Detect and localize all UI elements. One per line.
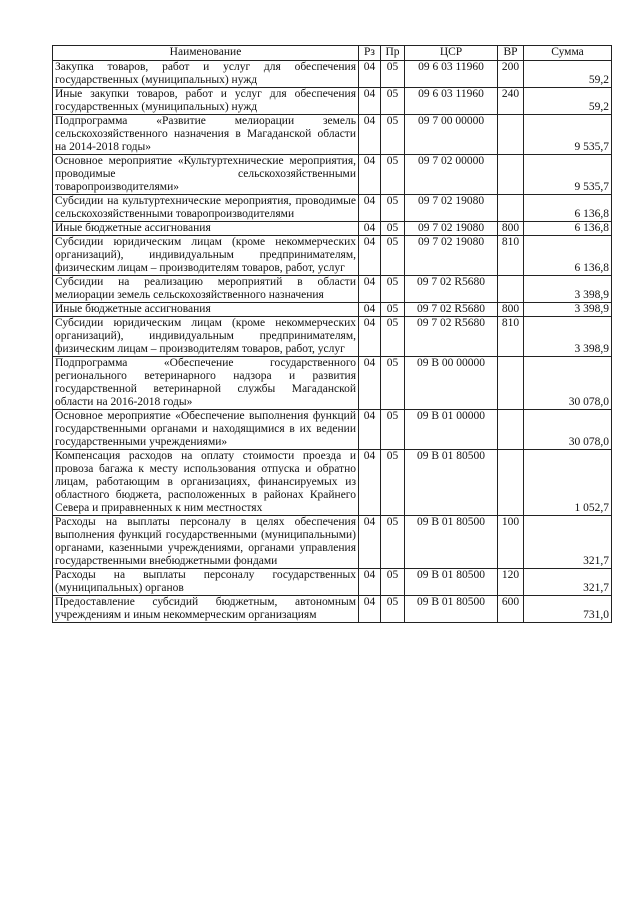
- header-name: Наименование: [53, 46, 359, 61]
- row-name: Иные бюджетные ассигнования: [53, 303, 359, 317]
- table-row: [53, 61, 612, 88]
- row-csr: 09 В 01 80500: [405, 569, 498, 596]
- row-name: Субсидии на реализацию мероприятий в области мелиорации земель сельскохозяйственного назначения: [53, 276, 359, 303]
- row-name: Подпрограмма «Обеспечение государственного регионального ветеринарного надзора и развития государственной ветеринарной службы Магаданской области на 2016-2018 годы»: [53, 357, 359, 410]
- table-row: [53, 222, 612, 236]
- row-vr: 120: [498, 569, 524, 596]
- row-sum: 3 398,9: [524, 317, 612, 357]
- table-row: [53, 596, 612, 623]
- row-csr: 09 7 00 00000: [405, 115, 498, 155]
- row-rz: 04: [359, 357, 381, 410]
- table-row: [53, 88, 612, 115]
- row-name: Субсидии на культуртехнические мероприятия, проводимые сельскохозяйственными товаропроизводителями: [53, 195, 359, 222]
- row-pr: 05: [381, 88, 405, 115]
- row-sum: 731,0: [524, 596, 612, 623]
- row-rz: 04: [359, 222, 381, 236]
- row-csr: 09 6 03 11960: [405, 88, 498, 115]
- row-name: Компенсация расходов на оплату стоимости проезда и провоза багажа к месту использования отпуска и обратно лицам, работающим в организациях, финансируемых из областного бюджета, расположенных в районах Крайнего Севера и приравненных к ним местностях: [53, 450, 359, 516]
- row-vr: [498, 155, 524, 195]
- row-rz: 04: [359, 516, 381, 569]
- row-name: Субсидии юридическим лицам (кроме некоммерческих организаций), индивидуальным предпринимателям, физическим лицам – производителям товаров, работ, услуг: [53, 317, 359, 357]
- row-vr: [498, 410, 524, 450]
- row-vr: [498, 357, 524, 410]
- row-csr: 09 В 01 80500: [405, 596, 498, 623]
- header-rz: Рз: [359, 46, 381, 61]
- row-sum: 321,7: [524, 516, 612, 569]
- row-pr: 05: [381, 317, 405, 357]
- row-pr: 05: [381, 195, 405, 222]
- row-csr: 09 7 02 R5680: [405, 303, 498, 317]
- row-pr: 05: [381, 155, 405, 195]
- table-header-row: [53, 46, 612, 61]
- row-vr: [498, 115, 524, 155]
- row-sum: 30 078,0: [524, 410, 612, 450]
- row-name: Подпрограмма «Развитие мелиорации земель сельскохозяйственного назначения в Магаданской области на 2014-2018 годы»: [53, 115, 359, 155]
- table-row: [53, 569, 612, 596]
- row-rz: 04: [359, 410, 381, 450]
- row-name: Расходы на выплаты персоналу государственных (муниципальных) органов: [53, 569, 359, 596]
- row-csr: 09 В 01 00000: [405, 410, 498, 450]
- row-vr: 100: [498, 516, 524, 569]
- row-pr: 05: [381, 516, 405, 569]
- row-vr: [498, 195, 524, 222]
- row-name: Основное мероприятие «Культуртехнические мероприятия, проводимые сельскохозяйственными товаропроизводителями»: [53, 155, 359, 195]
- row-pr: 05: [381, 450, 405, 516]
- header-pr: Пр: [381, 46, 405, 61]
- row-name: Расходы на выплаты персоналу в целях обеспечения выполнения функций государственными (муниципальными) органами, казенными учреждениями, органами управления государственными внебюджетными фондами: [53, 516, 359, 569]
- row-pr: 05: [381, 61, 405, 88]
- row-sum: 9 535,7: [524, 155, 612, 195]
- row-rz: 04: [359, 276, 381, 303]
- row-csr: 09 7 02 19080: [405, 195, 498, 222]
- row-pr: 05: [381, 303, 405, 317]
- table-row: [53, 115, 612, 155]
- row-rz: 04: [359, 317, 381, 357]
- row-rz: 04: [359, 450, 381, 516]
- row-csr: 09 В 01 80500: [405, 450, 498, 516]
- row-rz: 04: [359, 195, 381, 222]
- row-sum: 3 398,9: [524, 276, 612, 303]
- row-rz: 04: [359, 596, 381, 623]
- row-sum: 30 078,0: [524, 357, 612, 410]
- row-csr: 09 7 02 19080: [405, 236, 498, 276]
- row-name: Предоставление субсидий бюджетным, автономным учреждениям и иным некоммерческим организациям: [53, 596, 359, 623]
- row-pr: 05: [381, 236, 405, 276]
- row-csr: 09 7 02 R5680: [405, 317, 498, 357]
- row-vr: 810: [498, 317, 524, 357]
- row-vr: 600: [498, 596, 524, 623]
- row-pr: 05: [381, 410, 405, 450]
- row-csr: 09 6 03 11960: [405, 61, 498, 88]
- row-sum: 1 052,7: [524, 450, 612, 516]
- row-sum: 6 136,8: [524, 236, 612, 276]
- row-rz: 04: [359, 236, 381, 276]
- row-csr: 09 7 02 R5680: [405, 276, 498, 303]
- row-pr: 05: [381, 596, 405, 623]
- row-sum: 3 398,9: [524, 303, 612, 317]
- row-vr: [498, 450, 524, 516]
- table-row: [53, 155, 612, 195]
- row-sum: 9 535,7: [524, 115, 612, 155]
- row-sum: 6 136,8: [524, 195, 612, 222]
- row-vr: 240: [498, 88, 524, 115]
- row-vr: [498, 276, 524, 303]
- table-row: [53, 410, 612, 450]
- row-name: Основное мероприятие «Обеспечение выполнения функций государственными органами и находящимися в их ведении государственными учреждениями»: [53, 410, 359, 450]
- table-row: [53, 450, 612, 516]
- row-csr: 09 7 02 19080: [405, 222, 498, 236]
- row-rz: 04: [359, 155, 381, 195]
- row-name: Закупка товаров, работ и услуг для обеспечения государственных (муниципальных) нужд: [53, 61, 359, 88]
- row-rz: 04: [359, 303, 381, 317]
- row-sum: 59,2: [524, 88, 612, 115]
- row-vr: 810: [498, 236, 524, 276]
- row-sum: 321,7: [524, 569, 612, 596]
- row-name: Иные бюджетные ассигнования: [53, 222, 359, 236]
- budget-table: [52, 45, 612, 623]
- row-rz: 04: [359, 61, 381, 88]
- row-sum: 6 136,8: [524, 222, 612, 236]
- row-vr: 800: [498, 303, 524, 317]
- row-csr: 09 7 02 00000: [405, 155, 498, 195]
- table-row: [53, 303, 612, 317]
- header-sum: Сумма: [524, 46, 612, 61]
- row-sum: 59,2: [524, 61, 612, 88]
- row-csr: 09 В 00 00000: [405, 357, 498, 410]
- row-name: Субсидии юридическим лицам (кроме некоммерческих организаций), индивидуальным предпринимателям, физическим лицам – производителям товаров, работ, услуг: [53, 236, 359, 276]
- row-rz: 04: [359, 569, 381, 596]
- row-pr: 05: [381, 357, 405, 410]
- table-row: [53, 195, 612, 222]
- row-vr: 200: [498, 61, 524, 88]
- row-csr: 09 В 01 80500: [405, 516, 498, 569]
- table-row: [53, 236, 612, 276]
- row-rz: 04: [359, 115, 381, 155]
- table-row: [53, 317, 612, 357]
- row-vr: 800: [498, 222, 524, 236]
- row-pr: 05: [381, 276, 405, 303]
- row-pr: 05: [381, 569, 405, 596]
- row-pr: 05: [381, 222, 405, 236]
- table-row: [53, 516, 612, 569]
- row-name: Иные закупки товаров, работ и услуг для обеспечения государственных (муниципальных) нужд: [53, 88, 359, 115]
- row-pr: 05: [381, 115, 405, 155]
- table-row: [53, 276, 612, 303]
- table-row: [53, 357, 612, 410]
- row-rz: 04: [359, 88, 381, 115]
- header-vr: ВР: [498, 46, 524, 61]
- header-csr: ЦСР: [405, 46, 498, 61]
